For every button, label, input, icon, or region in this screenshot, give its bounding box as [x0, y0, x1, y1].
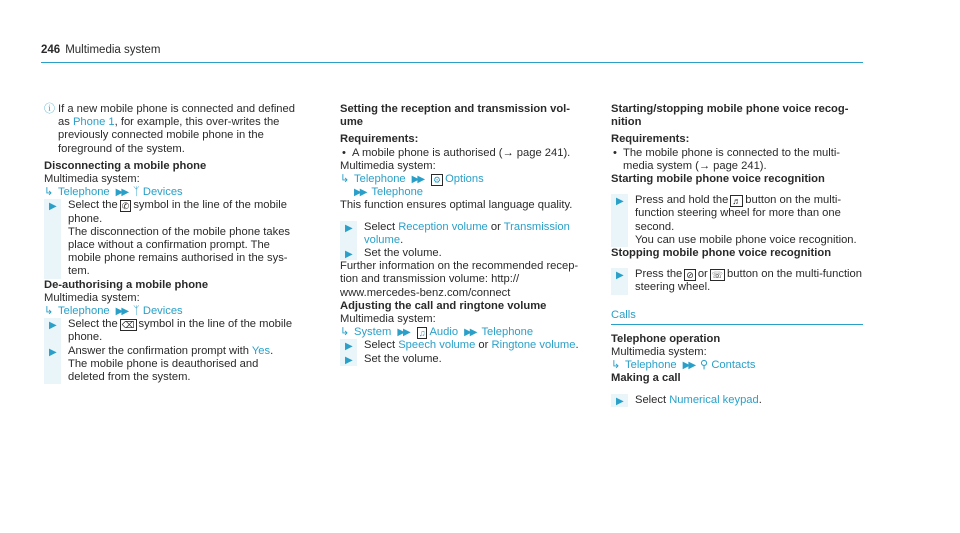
heading-disconnect: Disconnecting a mobile phone [44, 159, 207, 172]
step-arrow-icon: ▶ [49, 201, 57, 213]
nav-telephone[interactable]: Telephone [58, 186, 110, 199]
heading-telephone-operation: Telephone operation [611, 332, 721, 345]
speech-volume-link[interactable]: Speech volume [398, 339, 476, 352]
req-label: Requirements: [340, 133, 419, 146]
nav-telephone[interactable]: Telephone [58, 305, 110, 318]
heading-stop-voice: Stopping mobile phone voice recognition [611, 247, 832, 260]
step-arrow-icon: ▶ [345, 249, 353, 261]
mute-icon: ⊘ [686, 270, 694, 281]
heading-setting: Setting the reception and transmission vol-ume [340, 103, 570, 129]
nav-telephone[interactable]: Telephone [625, 359, 677, 372]
step: ▶ Answer the confirmation prompt with Yes. The mobile phone is deauthorised and deleted from the system. [44, 345, 296, 385]
page-number: 246 [41, 44, 61, 56]
step: ▶ Press and hold the ♬ button on the multi-function steering wheel for more than one second. You can use mobile phone voice recognition. [611, 194, 863, 247]
function-text: This function ensures optimal language quality. [340, 199, 573, 212]
section-calls [611, 309, 863, 325]
nav-telephone[interactable]: Telephone [481, 326, 534, 339]
nav-devices[interactable]: Devices [142, 186, 183, 199]
column-2 [340, 103, 592, 366]
nav-devices[interactable]: Devices [142, 305, 183, 318]
step: ▶ Select Reception volume or Transmission volume. [340, 221, 592, 247]
section-title: Calls [611, 308, 636, 321]
step-arrow-icon: ▶ [49, 346, 57, 358]
heading-making-call: Making a call [611, 372, 681, 385]
chevron-icon: ▶▶ [682, 360, 695, 372]
nav-system[interactable]: System [354, 326, 392, 339]
search-icon: ⚲ [700, 359, 709, 372]
nav-telephone[interactable]: Telephone [371, 186, 424, 199]
page-title: Multimedia system [65, 44, 161, 56]
ms-label: Multimedia system: [44, 291, 140, 304]
bluetooth-icon: ᛉ [133, 186, 140, 199]
nav-options[interactable]: Options [445, 173, 484, 186]
chevron-icon: ▶▶ [115, 187, 128, 199]
reception-volume-link[interactable]: Reception volume [398, 220, 488, 233]
nav-path [44, 305, 296, 318]
req-label: Requirements: [611, 133, 690, 146]
nav-path [611, 359, 863, 372]
step-arrow-icon: ▶ [49, 320, 57, 332]
nav-path [340, 326, 592, 339]
nav-path [44, 186, 296, 199]
column-1 [44, 103, 296, 384]
step: ▶ Set the volume. [340, 247, 592, 260]
column-3 [611, 103, 863, 407]
step: ▶ Press the ⊘ or ☏ button on the multi-function steering wheel. [611, 268, 863, 294]
step: ▶ Select Speech volume or Ringtone volume. [340, 339, 592, 352]
ms-label: Multimedia system: [340, 159, 436, 172]
phone-symbol-icon: ✆ [121, 201, 130, 212]
req-item: • The mobile phone is connected to the multi-media system (→ page 241). [613, 146, 841, 172]
heading-start-voice: Starting mobile phone voice recognition [611, 173, 825, 186]
step-arrow-icon: ▶ [616, 270, 624, 282]
step-arrow-icon: ▶ [345, 222, 353, 234]
step-arrow-icon: ▶ [616, 395, 624, 407]
step-arrow-icon: ▶ [345, 354, 353, 366]
voice-button-icon: ♬ [732, 196, 742, 207]
nav-arrow-icon: ↳ [44, 305, 54, 318]
chevron-icon: ▶▶ [354, 187, 366, 199]
nav-arrow-icon: ↳ [44, 186, 54, 199]
step: ▶ Select the ✆ symbol in the line of the mobile phone. The disconnection of the mobile phone takes place without a confirmation prompt. The mobile phone remains authorised in the sys-tem. [44, 199, 296, 278]
nav-audio[interactable]: Audio [429, 326, 459, 339]
step: ▶ Set the volume. [340, 353, 592, 366]
ms-label: Multimedia system: [44, 173, 140, 186]
info-icon: ⓘ [44, 103, 55, 115]
chevron-icon: ▶▶ [464, 327, 476, 339]
nav-arrow-icon: ↳ [340, 173, 350, 186]
nav-arrow-icon: ↳ [611, 359, 621, 372]
yes-link[interactable]: Yes [251, 344, 271, 357]
req-item: • A mobile phone is authorised (→ page 241). [342, 146, 571, 159]
nav-arrow-icon: ↳ [340, 326, 350, 339]
info-note: ⓘ If a new mobile phone is connected and defined as Phone 1, for example, this over-writes the previously connected mobile phone in the foreground of the system. [44, 103, 295, 155]
ms-label: Multimedia system: [611, 346, 707, 359]
heading-call-volume: Adjusting the call and ringtone volume [340, 299, 547, 312]
step: ▶ Select Numerical keypad. [611, 394, 863, 407]
numerical-keypad-link[interactable]: Numerical keypad [669, 393, 759, 406]
chevron-icon: ▶▶ [411, 174, 424, 186]
audio-icon: ♫ [418, 328, 426, 339]
bluetooth-icon: ᛉ [133, 305, 140, 318]
nav-telephone[interactable]: Telephone [354, 173, 406, 186]
hang-up-icon: ☏ [711, 270, 724, 281]
phone-1-link[interactable]: Phone 1 [72, 116, 115, 129]
step: ▶ Select the ⌫ symbol in the line of the mobile phone. [44, 318, 296, 344]
transmission-volume-link[interactable]: Transmission volume [364, 220, 570, 246]
ms-label: Multimedia system: [340, 313, 436, 326]
nav-contacts[interactable]: Contacts [711, 359, 756, 372]
step-arrow-icon: ▶ [345, 341, 353, 353]
chevron-icon: ▶▶ [397, 327, 409, 339]
step-arrow-icon: ▶ [616, 196, 624, 208]
heading-deauth: De-authorising a mobile phone [44, 278, 209, 291]
heading-voice: Starting/stopping mobile phone voice recog-nition [611, 103, 849, 129]
ringtone-volume-link[interactable]: Ringtone volume [491, 339, 576, 352]
gear-icon: ⚙ [433, 175, 442, 186]
nav-path [340, 173, 592, 199]
further-info: Further information on the recommended recep-tion and transmission volume: http:// www.mercedes-benz.com/connect [340, 260, 579, 299]
chevron-icon: ▶▶ [115, 306, 128, 318]
page-header [41, 44, 863, 63]
delete-symbol-icon: ⌫ [121, 320, 135, 331]
